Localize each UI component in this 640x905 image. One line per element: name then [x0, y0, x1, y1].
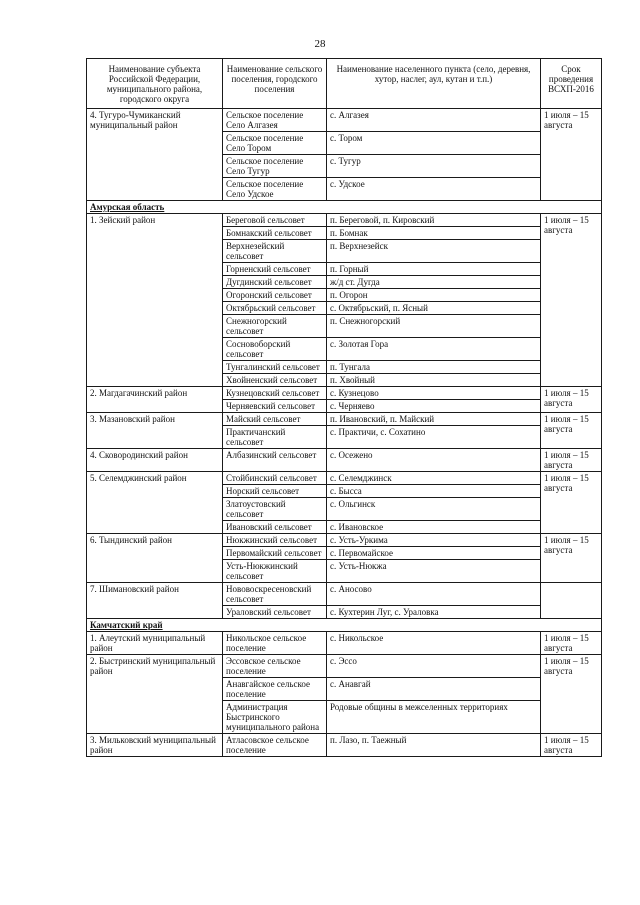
table-row: [87, 655, 602, 678]
locality-cell: с. Анавгай: [327, 678, 541, 701]
header-subject: Наименование субъекта Российской Федерации, муниципального района, городского округа: [87, 59, 223, 109]
settlement-cell: Береговой сельсовет: [223, 214, 327, 227]
settlement-cell: Нововоскресеновский сельсовет: [223, 583, 327, 606]
settlement-cell: Ивановский сельсовет: [223, 521, 327, 534]
settlement-cell: Тунгалинский сельсовет: [223, 361, 327, 374]
region-row: [87, 619, 602, 632]
locality-cell: п. Горный: [327, 263, 541, 276]
settlement-cell: Черняевский сельсовет: [223, 400, 327, 413]
locality-cell: с. Удское: [327, 178, 541, 201]
table-row: [87, 534, 602, 547]
table-row: [87, 449, 602, 472]
settlement-cell: Атласовское сельское поселение: [223, 734, 327, 757]
settlement-cell: Сельское поселение Село Тугур: [223, 155, 327, 178]
locality-cell: п. Ивановский, п. Майский: [327, 413, 541, 426]
term-cell: 1 июля – 15 августа: [541, 109, 602, 201]
locality-cell: п. Огорон: [327, 289, 541, 302]
locality-cell: с. Золотая Гора: [327, 338, 541, 361]
district-cell: 4. Тугуро-Чумиканский муниципальный район: [87, 109, 223, 201]
settlement-cell: Администрация Быстринского муниципального района: [223, 701, 327, 734]
table-row: [87, 413, 602, 426]
locality-cell: п. Снежногорский: [327, 315, 541, 338]
settlement-cell: Усть-Нюкжинский сельсовет: [223, 560, 327, 583]
locality-cell: с. Практичи, с. Сохатино: [327, 426, 541, 449]
settlement-cell: Албазинский сельсовет: [223, 449, 327, 472]
locality-cell: п. Береговой, п. Кировский: [327, 214, 541, 227]
settlement-cell: Снежногорский сельсовет: [223, 315, 327, 338]
term-cell: 1 июля – 15 августа: [541, 534, 602, 583]
settlement-cell: Сосновоборский сельсовет: [223, 338, 327, 361]
term-cell: 1 июля – 15 августа: [541, 449, 602, 472]
term-cell: 1 июля – 15 августа: [541, 413, 602, 449]
settlement-cell: Стойбинский сельсовет: [223, 472, 327, 485]
locality-cell: с. Октябрьский, п. Ясный: [327, 302, 541, 315]
term-cell: 1 июля – 15 августа: [541, 472, 602, 534]
locality-cell: с. Аносово: [327, 583, 541, 606]
term-cell: 1 июля – 15 августа: [541, 655, 602, 734]
district-cell: 3. Мазановский район: [87, 413, 223, 449]
district-cell: 5. Селемджинский район: [87, 472, 223, 534]
settlement-cell: Никольское сельское поселение: [223, 632, 327, 655]
table-row: [87, 632, 602, 655]
settlement-cell: Норский сельсовет: [223, 485, 327, 498]
settlement-cell: Сельское поселение Село Алгазея: [223, 109, 327, 132]
page-number: 28: [314, 38, 326, 50]
district-cell: 4. Сковородинский район: [87, 449, 223, 472]
settlement-cell: Практичанский сельсовет: [223, 426, 327, 449]
locality-cell: с. Кузнецово: [327, 387, 541, 400]
settlement-cell: Сельское поселение Село Удское: [223, 178, 327, 201]
settlement-cell: Ураловский сельсовет: [223, 606, 327, 619]
locality-cell: п. Лазо, п. Таежный: [327, 734, 541, 757]
locality-cell: с. Ольгинск: [327, 498, 541, 521]
settlement-cell: Златоустовский сельсовет: [223, 498, 327, 521]
locality-cell: с. Никольское: [327, 632, 541, 655]
locality-cell: п. Тунгала: [327, 361, 541, 374]
table-header-row: [87, 59, 602, 109]
locality-cell: п. Хвойный: [327, 374, 541, 387]
term-cell: 1 июля – 15 августа: [541, 214, 602, 387]
settlement-cell: Нюкжинский сельсовет: [223, 534, 327, 547]
locality-cell: с. Алгазея: [327, 109, 541, 132]
settlement-cell: Горненский сельсовет: [223, 263, 327, 276]
locality-cell: с. Эссо: [327, 655, 541, 678]
settlement-cell: Эссовское сельское поселение: [223, 655, 327, 678]
header-settlement: Наименование сельского поселения, городского поселения: [223, 59, 327, 109]
district-cell: 1. Алеутский муниципальный район: [87, 632, 223, 655]
locality-cell: с. Черняево: [327, 400, 541, 413]
settlement-cell: Огоронский сельсовет: [223, 289, 327, 302]
header-locality: Наименование населенного пункта (село, деревня, хутор, наслег, аул, кутан и т.п.): [327, 59, 541, 109]
settlement-cell: Дугдинский сельсовет: [223, 276, 327, 289]
locality-cell: ж/д ст. Дугда: [327, 276, 541, 289]
locality-cell: с. Усть-Нюкжа: [327, 560, 541, 583]
district-cell: 1. Зейский район: [87, 214, 223, 387]
settlement-cell: Бомнакский сельсовет: [223, 227, 327, 240]
table-row: [87, 583, 602, 606]
settlement-cell: Сельское поселение Село Тором: [223, 132, 327, 155]
locality-cell: с. Осежено: [327, 449, 541, 472]
settlement-cell: Майский сельсовет: [223, 413, 327, 426]
locality-cell: с. Ивановское: [327, 521, 541, 534]
locality-cell: с. Тором: [327, 132, 541, 155]
table-row: [87, 734, 602, 757]
region-heading: Камчатский край: [87, 619, 602, 632]
region-heading: Амурская область: [87, 201, 602, 214]
settlement-cell: Верхнезейский сельсовет: [223, 240, 327, 263]
table-row: [87, 387, 602, 400]
locality-cell: с. Первомайское: [327, 547, 541, 560]
settlement-cell: Хвойненский сельсовет: [223, 374, 327, 387]
locality-cell: с. Тугур: [327, 155, 541, 178]
region-row: [87, 201, 602, 214]
locality-cell: п. Верхнезейск: [327, 240, 541, 263]
term-cell: [541, 583, 602, 619]
district-cell: 6. Тындинский район: [87, 534, 223, 583]
header-term: Срок проведения ВСХП-2016: [541, 59, 602, 109]
locality-cell: с. Бысса: [327, 485, 541, 498]
locality-cell: п. Бомнак: [327, 227, 541, 240]
term-cell: 1 июля – 15 августа: [541, 734, 602, 757]
locality-cell: Родовые общины в межселенных территориях: [327, 701, 541, 734]
district-cell: 2. Быстринский муниципальный район: [87, 655, 223, 734]
term-cell: 1 июля – 15 августа: [541, 387, 602, 413]
district-cell: 2. Магдагачинский район: [87, 387, 223, 413]
table-row: [87, 109, 602, 132]
census-schedule-table: [86, 58, 602, 757]
locality-cell: с. Кухтерин Луг, с. Ураловка: [327, 606, 541, 619]
settlement-cell: Кузнецовский сельсовет: [223, 387, 327, 400]
settlement-cell: Анавгайское сельское поселение: [223, 678, 327, 701]
settlement-cell: Первомайский сельсовет: [223, 547, 327, 560]
district-cell: 3. Мильковский муниципальный район: [87, 734, 223, 757]
settlement-cell: Октябрьский сельсовет: [223, 302, 327, 315]
term-cell: 1 июля – 15 августа: [541, 632, 602, 655]
table-row: [87, 472, 602, 485]
table-row: [87, 214, 602, 227]
district-cell: 7. Шимановский район: [87, 583, 223, 619]
locality-cell: с. Селемджинск: [327, 472, 541, 485]
locality-cell: с. Усть-Уркима: [327, 534, 541, 547]
